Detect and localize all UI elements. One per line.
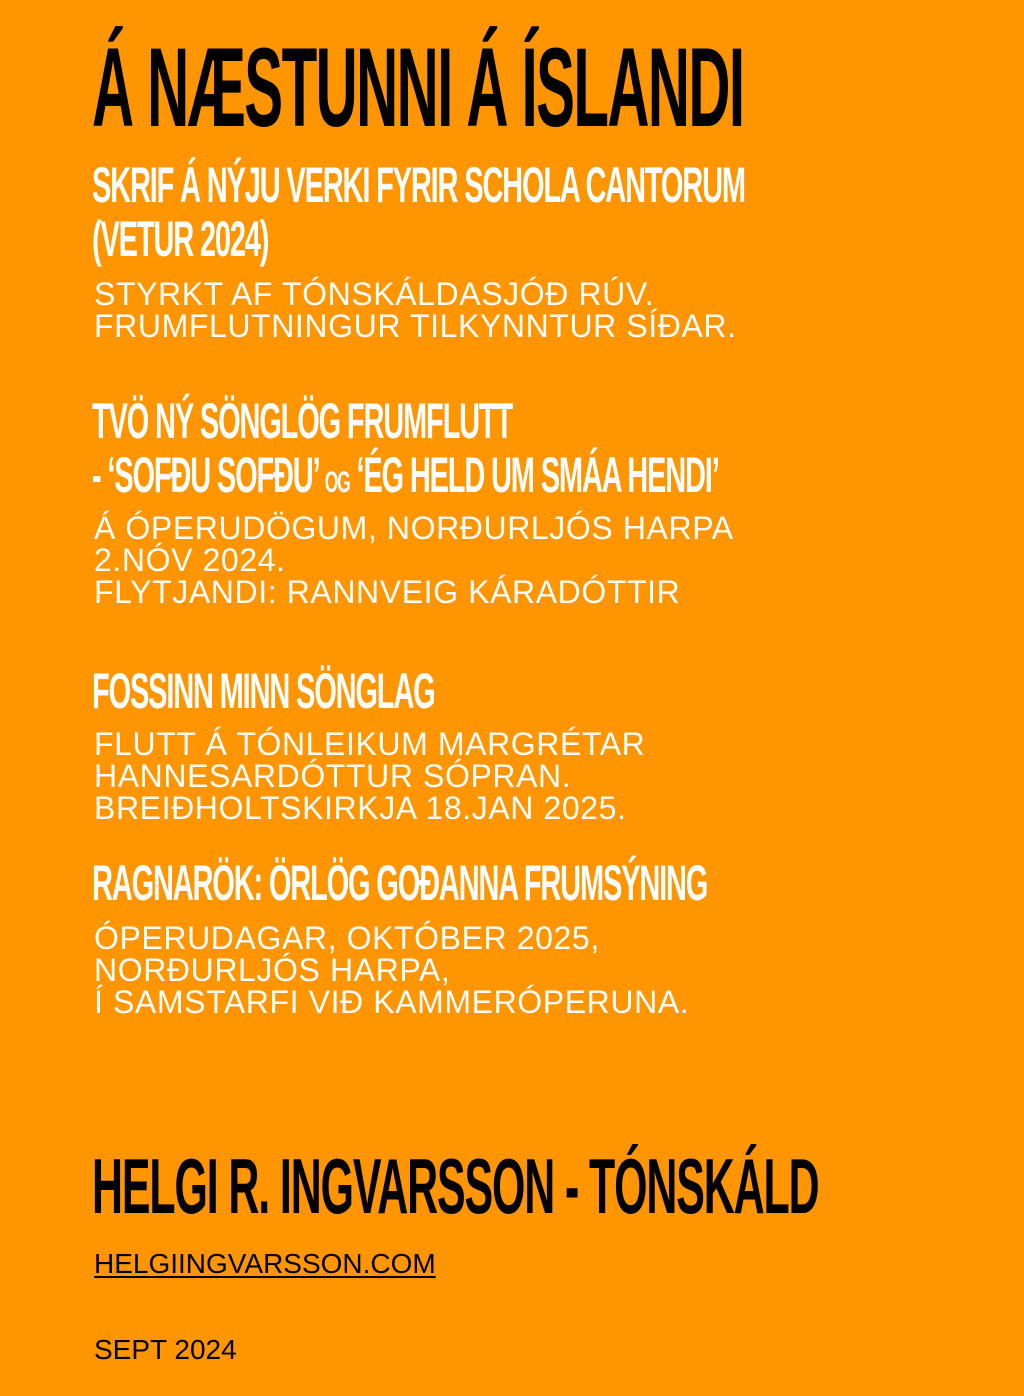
- item-1-heading: [92, 158, 745, 266]
- item-4-heading: [92, 856, 707, 910]
- item-2-og: OG: [324, 466, 350, 499]
- item-4-body-line-3: Í SAMSTARFI VIÐ KAMMERÓPERUNA.: [94, 984, 690, 1020]
- item-1-body-line-1: STYRKT AF TÓNSKÁLDASJÓÐ RÚV.: [94, 276, 655, 312]
- item-3-body-line-2: HANNESARDÓTTUR SÓPRAN.: [94, 758, 572, 794]
- item-3-body-line-3: BREIÐHOLTSKIRKJA 18.JAN 2025.: [94, 790, 627, 826]
- item-4-body-line-2: NORÐURLJÓS HARPA,: [94, 952, 451, 988]
- item-2-body-line-2: 2.NÓV 2024.: [94, 542, 286, 578]
- item-4-heading-line-1: RAGNARÖK: ÖRLÖG GOÐANNA FRUMSÝNING: [92, 855, 708, 911]
- item-3-heading: [92, 664, 435, 718]
- item-1-body: [94, 278, 737, 342]
- item-1-body-line-2: FRUMFLUTNINGUR TILKYNNTUR SÍÐAR.: [94, 308, 737, 344]
- website-link[interactable]: HELGIINGVARSSON.COM: [94, 1248, 436, 1279]
- item-3-body-line-1: FLUTT Á TÓNLEIKUM MARGRÉTAR: [94, 726, 646, 762]
- item-1-heading-line-1: SKRIF Á NÝJU VERKI FYRIR SCHOLA CANTORUM: [92, 157, 745, 213]
- item-2-heading-line-2: [92, 448, 719, 510]
- composer-name: HELGI R. INGVARSSON - TÓNSKÁLD: [92, 1142, 819, 1230]
- item-3-heading-line-1: FOSSINN MINN SÖNGLAG: [92, 663, 435, 719]
- item-1-heading-line-2: (VETUR 2024): [92, 211, 269, 267]
- date-label: SEPT 2024: [94, 1334, 237, 1365]
- item-4-body: [94, 922, 689, 1018]
- item-2-body-line-3: FLYTJANDI: RANNVEIG KÁRADÓTTIR: [94, 574, 681, 610]
- item-3-body: [94, 728, 645, 824]
- item-2-song-1: - ‘SOFÐU SOFÐU’: [92, 447, 318, 503]
- item-2-song-2: ‘ÉG HELD UM SMÁA HENDI’: [356, 447, 719, 503]
- item-2-body: [94, 512, 734, 608]
- page-title: Á NÆSTUNNI Á ÍSLANDI: [92, 25, 744, 150]
- item-4-body-line-1: ÓPERUDAGAR, OKTÓBER 2025,: [94, 920, 600, 956]
- item-2-heading: [92, 394, 719, 510]
- item-2-heading-line-1: TVÖ NÝ SÖNGLÖG FRUMFLUTT: [92, 393, 513, 449]
- item-2-body-line-1: Á ÓPERUDÖGUM, NORÐURLJÓS HARPA: [94, 510, 734, 546]
